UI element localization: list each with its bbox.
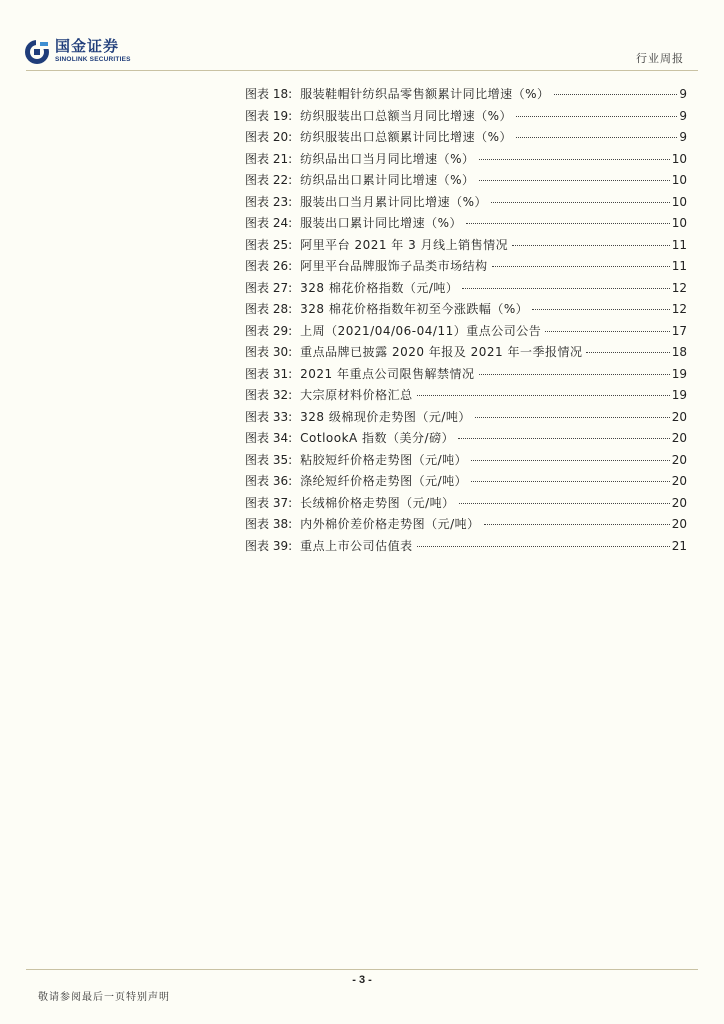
toc-dot-leader bbox=[479, 374, 670, 375]
toc-entry-label: 图表 25: bbox=[245, 237, 293, 252]
toc-entry-title: CotlookA 指数（美分/磅） bbox=[300, 431, 455, 445]
toc-entry-label: 图表 26: bbox=[245, 259, 293, 273]
toc-entry-label: 图表 32: bbox=[245, 388, 293, 402]
toc-entry[interactable] bbox=[245, 279, 687, 301]
toc-entry[interactable] bbox=[245, 472, 687, 494]
toc-entry-label: 图表 22: bbox=[245, 173, 293, 187]
page-number: - 3 - bbox=[352, 974, 372, 986]
toc-entry-title: 长绒棉价格走势图（元/吨） bbox=[300, 495, 455, 510]
toc-entry-title: 粘胶短纤价格走势图（元/吨） bbox=[300, 452, 468, 467]
company-logo bbox=[24, 38, 131, 65]
toc-dot-leader bbox=[466, 223, 670, 224]
toc-entry-title: 服装出口当月累计同比增速（%） bbox=[300, 194, 488, 209]
toc-entry-label: 图表 31: bbox=[245, 366, 293, 381]
toc-entry[interactable] bbox=[245, 365, 687, 387]
toc-entry-page: 20 bbox=[671, 409, 687, 424]
toc-entry-label: 图表 33: bbox=[245, 409, 293, 424]
toc-entry-title: 纺织品出口当月同比增速（%） bbox=[300, 151, 475, 166]
toc-dot-leader bbox=[462, 288, 669, 289]
toc-entry-label: 图表 39: bbox=[245, 538, 293, 553]
toc-entry-title: 纺织服装出口总额累计同比增速（%） bbox=[300, 130, 513, 144]
toc-entry-page: 10 bbox=[671, 173, 687, 187]
toc-entry-title: 2021 年重点公司限售解禁情况 bbox=[300, 366, 475, 381]
toc-entry-title: 阿里平台品牌服饰子品类市场结构 bbox=[300, 259, 488, 273]
toc-dot-leader bbox=[554, 94, 678, 95]
toc-entry-title: 328 棉花价格指数年初至今涨跌幅（%） bbox=[300, 302, 529, 316]
toc-dot-leader bbox=[471, 460, 670, 461]
toc-entry[interactable] bbox=[245, 322, 687, 344]
toc-entry-page: 19 bbox=[671, 388, 687, 402]
toc-entry[interactable] bbox=[245, 515, 687, 537]
sinolink-logo-icon bbox=[24, 39, 50, 65]
toc-dot-leader bbox=[491, 202, 670, 203]
toc-dot-leader bbox=[458, 438, 670, 439]
toc-entry[interactable] bbox=[245, 193, 687, 215]
toc-entry-title: 328 级棉现价走势图（元/吨） bbox=[300, 409, 471, 424]
toc-entry-label: 图表 19: bbox=[245, 108, 293, 123]
toc-entry-title: 纺织品出口累计同比增速（%） bbox=[300, 173, 475, 187]
toc-entry[interactable] bbox=[245, 494, 687, 516]
toc-entry[interactable] bbox=[245, 128, 687, 150]
toc-entry-title: 内外棉价差价格走势图（元/吨） bbox=[300, 517, 480, 531]
toc-entry-label: 图表 24: bbox=[245, 216, 293, 230]
logo-english-name: SINOLINK SECURITIES bbox=[55, 56, 131, 63]
toc-entry-label: 图表 38: bbox=[245, 517, 293, 531]
toc-entry-title: 328 棉花价格指数（元/吨） bbox=[300, 280, 459, 295]
toc-entry-page: 9 bbox=[679, 87, 687, 101]
toc-dot-leader bbox=[516, 116, 677, 117]
toc-entry-title: 上周（2021/04/06-04/11）重点公司公告 bbox=[300, 323, 542, 338]
toc-dot-leader bbox=[471, 481, 670, 482]
header-divider bbox=[26, 70, 698, 71]
toc-entry[interactable] bbox=[245, 107, 687, 129]
toc-entry-title: 大宗原材料价格汇总 bbox=[300, 388, 413, 402]
page-header bbox=[0, 0, 724, 75]
toc-entry[interactable] bbox=[245, 300, 687, 322]
toc-entry-page: 20 bbox=[671, 495, 687, 510]
toc-entry[interactable] bbox=[245, 214, 687, 236]
toc-entry-page: 11 bbox=[671, 237, 687, 252]
toc-dot-leader bbox=[545, 331, 670, 332]
toc-entry[interactable] bbox=[245, 343, 687, 365]
toc-entry-label: 图表 21: bbox=[245, 151, 293, 166]
toc-entry[interactable] bbox=[245, 537, 687, 559]
toc-dot-leader bbox=[475, 417, 670, 418]
toc-entry-label: 图表 35: bbox=[245, 452, 293, 467]
toc-dot-leader bbox=[586, 352, 669, 353]
figure-index-list bbox=[245, 85, 687, 558]
footer-disclaimer: 敬请参阅最后一页特别声明 bbox=[38, 992, 170, 1003]
footer-divider bbox=[26, 969, 698, 970]
toc-entry-page: 19 bbox=[671, 366, 687, 381]
toc-dot-leader bbox=[417, 546, 670, 547]
report-type-label: 行业周报 bbox=[636, 52, 684, 65]
toc-entry-label: 图表 30: bbox=[245, 345, 293, 359]
toc-dot-leader bbox=[492, 266, 670, 267]
toc-entry[interactable] bbox=[245, 429, 687, 451]
toc-dot-leader bbox=[484, 524, 670, 525]
toc-entry-label: 图表 23: bbox=[245, 194, 293, 209]
toc-entry-page: 11 bbox=[671, 259, 687, 273]
toc-entry[interactable] bbox=[245, 236, 687, 258]
toc-dot-leader bbox=[532, 309, 669, 310]
toc-entry-page: 9 bbox=[679, 108, 687, 123]
toc-entry[interactable] bbox=[245, 257, 687, 279]
toc-entry-title: 服装鞋帽针纺织品零售额累计同比增速（%） bbox=[300, 87, 550, 101]
toc-entry[interactable] bbox=[245, 386, 687, 408]
toc-entry[interactable] bbox=[245, 451, 687, 473]
toc-entry-title: 阿里平台 2021 年 3 月线上销售情况 bbox=[300, 237, 509, 252]
toc-entry-page: 20 bbox=[671, 452, 687, 467]
toc-entry-page: 17 bbox=[671, 323, 687, 338]
toc-dot-leader bbox=[417, 395, 670, 396]
toc-entry-label: 图表 34: bbox=[245, 431, 293, 445]
toc-entry[interactable] bbox=[245, 408, 687, 430]
toc-dot-leader bbox=[459, 503, 670, 504]
toc-entry-page: 9 bbox=[679, 130, 687, 144]
toc-entry-title: 纺织服装出口总额当月同比增速（%） bbox=[300, 108, 513, 123]
toc-entry-title: 涤纶短纤价格走势图（元/吨） bbox=[300, 474, 468, 488]
toc-entry-page: 12 bbox=[671, 280, 687, 295]
toc-entry-title: 重点品牌已披露 2020 年报及 2021 年一季报情况 bbox=[300, 345, 583, 359]
toc-entry-label: 图表 27: bbox=[245, 280, 293, 295]
toc-entry-label: 图表 37: bbox=[245, 495, 293, 510]
toc-entry[interactable] bbox=[245, 171, 687, 193]
toc-entry[interactable] bbox=[245, 85, 687, 107]
toc-entry-label: 图表 29: bbox=[245, 323, 293, 338]
toc-entry-page: 20 bbox=[671, 517, 687, 531]
toc-dot-leader bbox=[479, 159, 670, 160]
toc-entry-page: 12 bbox=[671, 302, 687, 316]
toc-dot-leader bbox=[479, 180, 670, 181]
toc-entry-label: 图表 36: bbox=[245, 474, 293, 488]
toc-entry-label: 图表 18: bbox=[245, 87, 293, 101]
toc-entry-page: 20 bbox=[671, 431, 687, 445]
toc-entry-page: 10 bbox=[671, 216, 687, 230]
toc-entry-page: 10 bbox=[671, 194, 687, 209]
toc-entry-title: 重点上市公司估值表 bbox=[300, 538, 413, 553]
toc-entry-title: 服装出口累计同比增速（%） bbox=[300, 216, 463, 230]
toc-entry-page: 21 bbox=[671, 538, 687, 553]
toc-dot-leader bbox=[516, 137, 677, 138]
toc-entry-page: 10 bbox=[671, 151, 687, 166]
toc-entry-page: 18 bbox=[671, 345, 687, 359]
toc-entry-page: 20 bbox=[671, 474, 687, 488]
toc-entry[interactable] bbox=[245, 150, 687, 172]
toc-dot-leader bbox=[512, 245, 670, 246]
toc-entry-label: 图表 20: bbox=[245, 130, 293, 144]
toc-entry-label: 图表 28: bbox=[245, 302, 293, 316]
logo-chinese-name: 国金证券 bbox=[55, 37, 120, 55]
